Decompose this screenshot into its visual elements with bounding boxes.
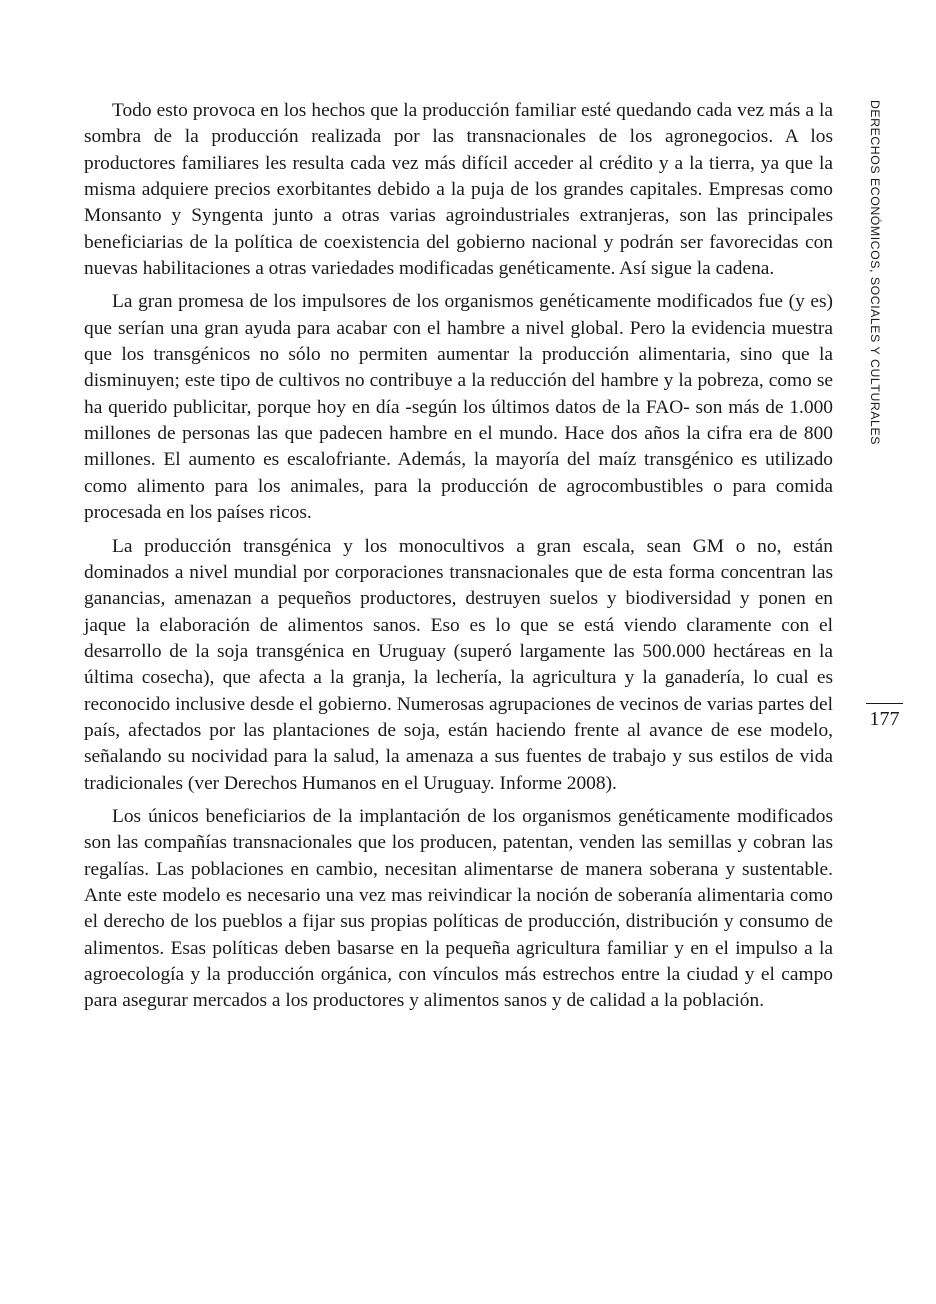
folio-rule [866, 703, 903, 704]
paragraph-4: Los únicos beneficiarios de la implantación de los organismos genéticamente modificados son las compañías transnacionales que los producen, patentan, venden las semillas y cobran las regalías. Las poblaciones en cambio, necesitan alimentarse de manera soberana y sustentable. Ante este modelo es necesario una vez mas reivindicar la noción de soberanía alimentaria como el derecho de los pueblos a fijar sus propias políticas de producción, distribución y consumo de alimentos. Esas políticas deben basarse en la pequeña agricultura familiar y en el impulso a la agroecología y la producción orgánica, con vínculos más estrechos entre la ciudad y el campo para asegurar mercados a los productores y alimentos sanos y de calidad a la población. [84, 805, 833, 1012]
page-number: 177 [869, 708, 900, 730]
paragraph-1: Todo esto provoca en los hechos que la producción familiar esté quedando cada vez más a la sombra de la producción realizada por las transnacionales de los agronegocios. A los productores familiares les resulta cada vez más difícil acceder al crédito y a la tierra, ya que la misma adquiere precios exorbitantes debido a la puja de los grandes capitales. Empresas como Monsanto y Syngenta junto a otras varias agroindustriales extranjeras, son las principales beneficiarias de la política de coexistencia del gobierno nacional y podrán ser favorecidas con nuevas habilitaciones a otras variedades modificadas genéticamente. Así sigue la cadena. [84, 100, 833, 280]
paragraph-2: La gran promesa de los impulsores de los organismos genéticamente modificados fue (y es) que serían una gran ayuda para acabar con el hambre a nivel global. Pero la evidencia muestra que los transgénicos no sólo no permiten aumentar la producción alimentaria, sino que la disminuyen; este tipo de cultivos no contribuye a la reducción del hambre y la pobreza, como se ha querido publicitar, porque hoy en día -según los últimos datos de la FAO- son más de 1.000 millones de personas las que padecen hambre en el mundo. Hace dos años la cifra era de 800 millones. El aumento es escalofriante. Además, la mayoría del maíz transgénico es utilizado como alimento para los animales, para la producción de agrocombustibles o para comida procesada en los países ricos. [84, 291, 833, 524]
running-head: DERECHOS ECONÓMICOS, SOCIALES Y CULTURALES [868, 100, 882, 445]
main-text-block [84, 98, 833, 1022]
paragraph-3: La producción transgénica y los monocultivos a gran escala, sean GM o no, están dominados a nivel mundial por corporaciones transnacionales que de esta forma concentran las ganancias, amenazan a pequeños productores, destruyen suelos y biodiversidad y ponen en jaque la elaboración de alimentos sanos. Eso es lo que se está viendo claramente con el desarrollo de la soja transgénica en Uruguay (superó largamente las 500.000 hectáreas en la última cosecha), que afecta a la granja, la lechería, la agricultura y la ganadería, lo cual es reconocido inclusive desde el gobierno. Numerosas agrupaciones de vecinos de varias partes del país, afectados por las plantaciones de soja, están haciendo frente al avance de ese modelo, señalando su nocividad para la salud, la amenaza a sus fuentes de trabajo y sus estilos de vida tradicionales (ver Derechos Humanos en el Uruguay. Informe 2008). [84, 535, 833, 794]
